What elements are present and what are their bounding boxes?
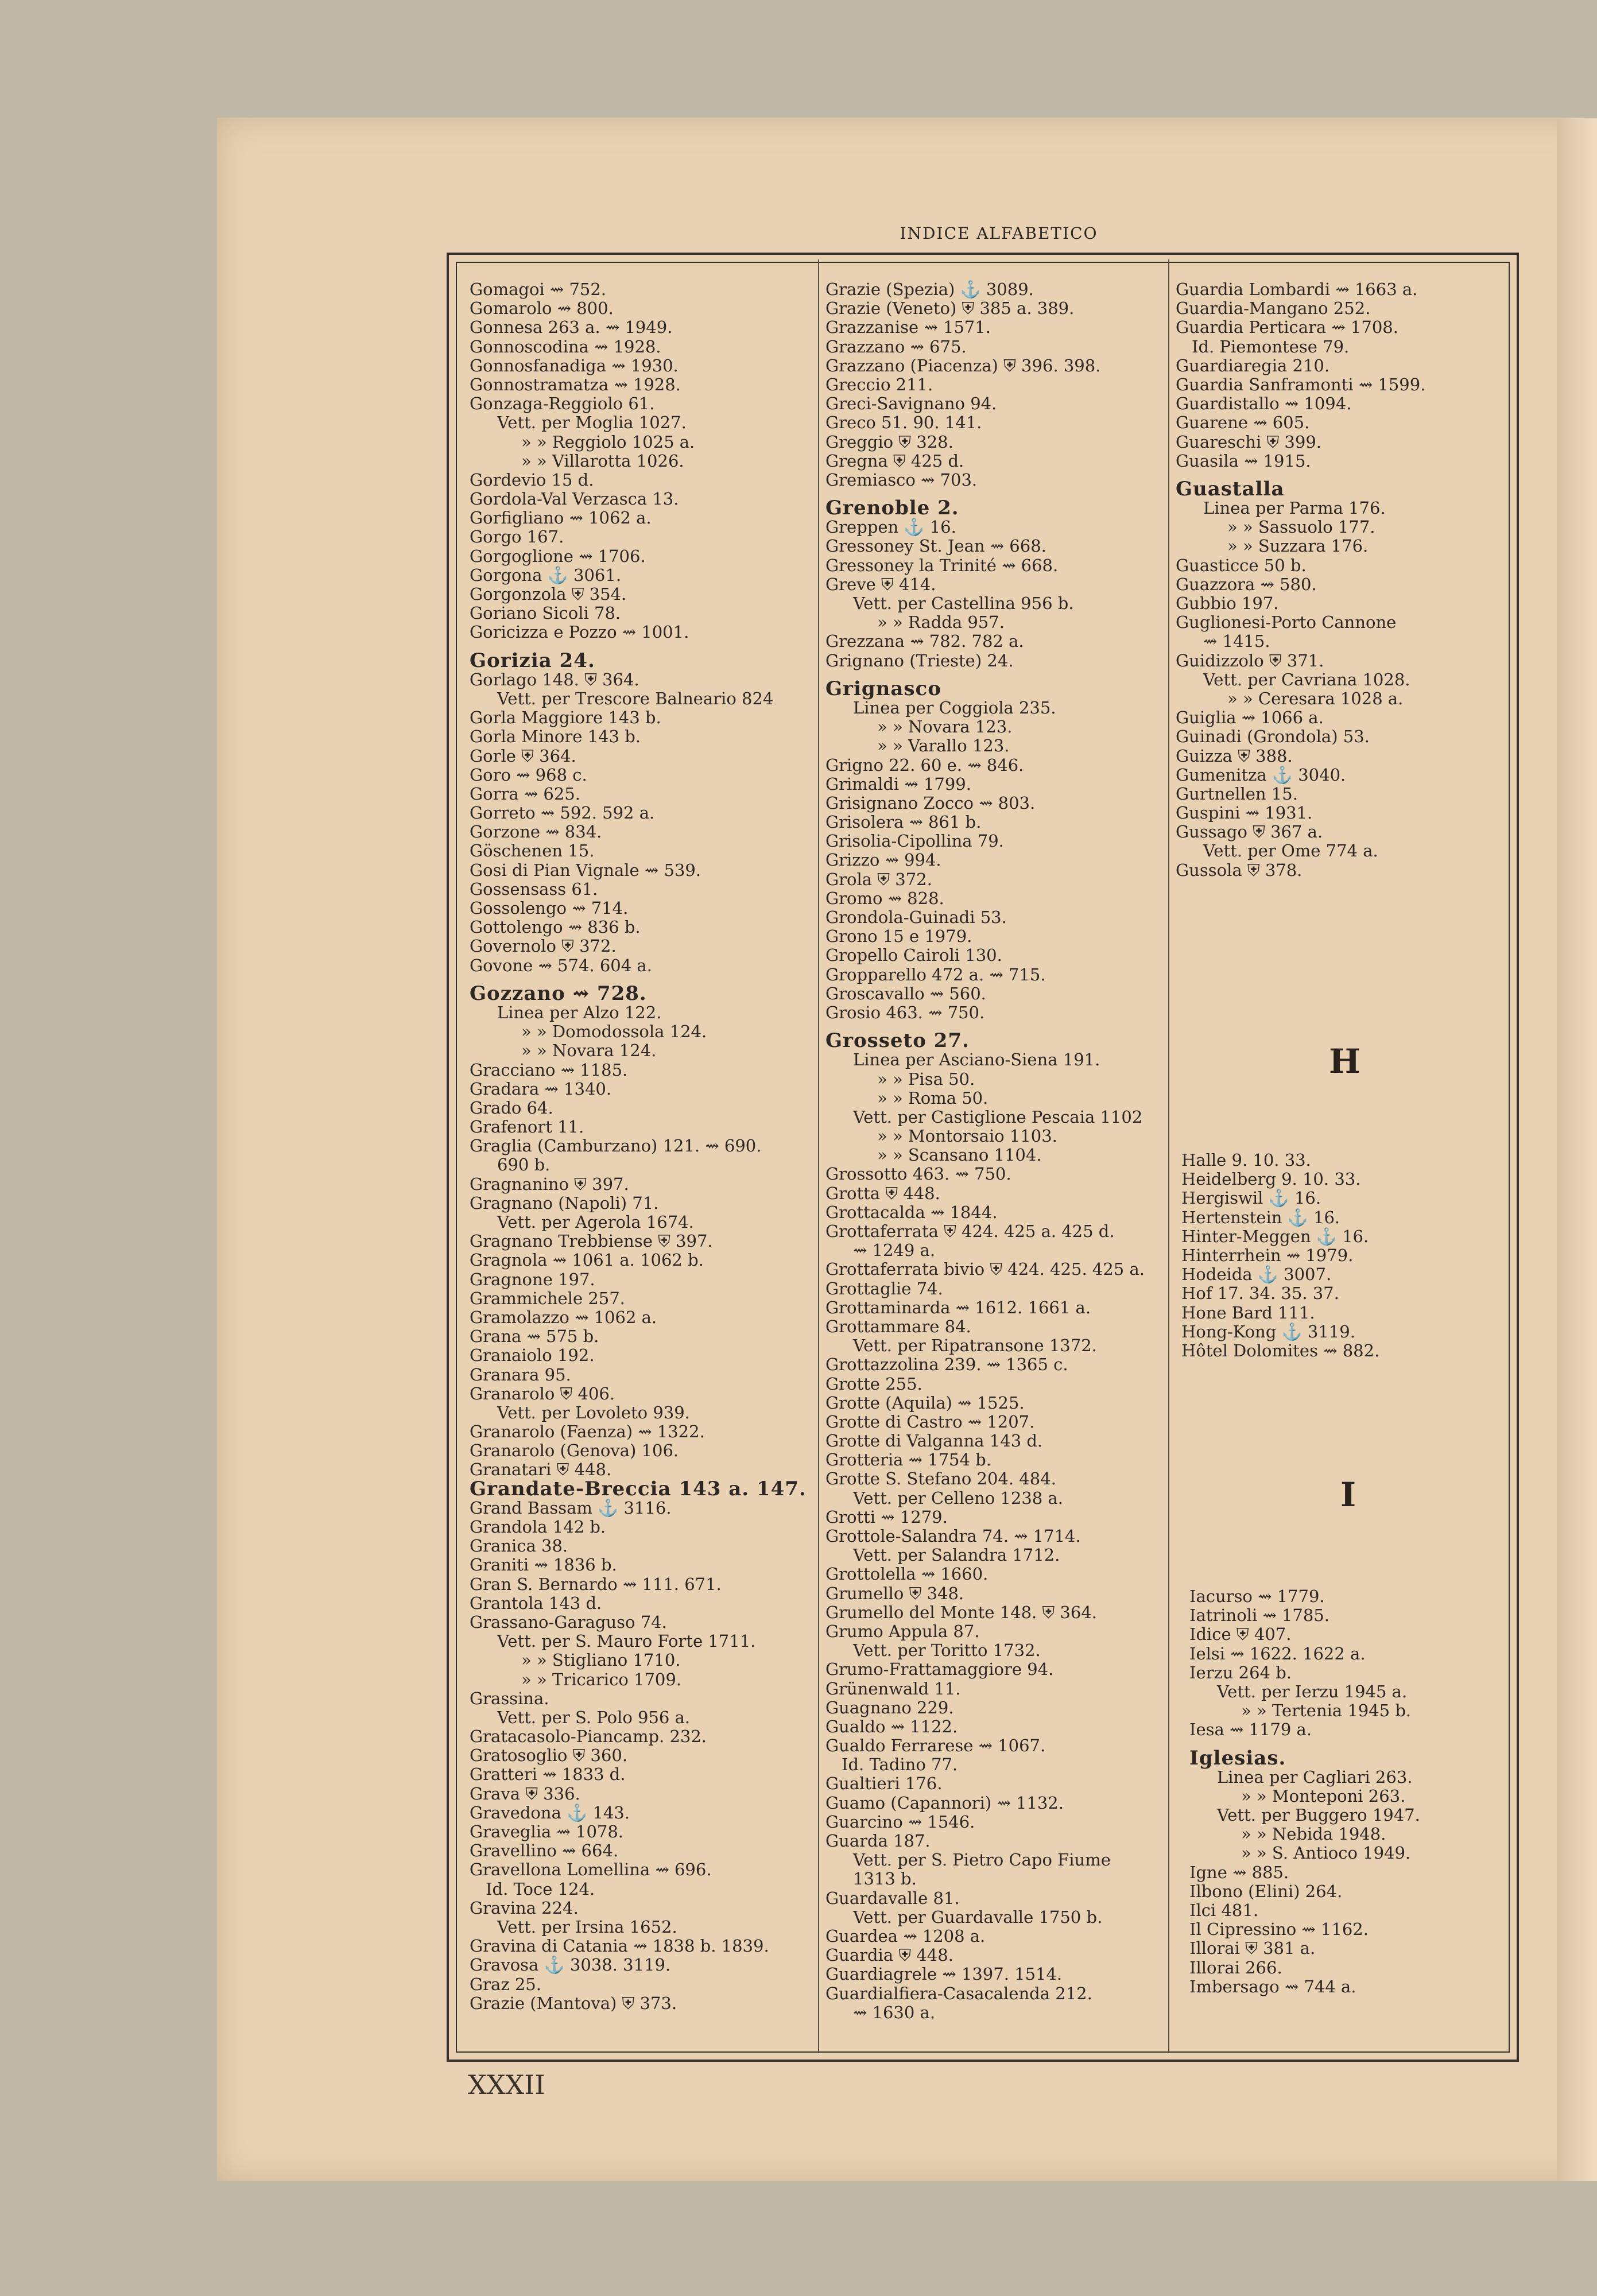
index-entry: Hof 17. 34. 35. 37. — [1181, 1283, 1339, 1304]
index-entry: Grossotto 463. ⇝ 750. — [825, 1164, 1011, 1184]
index-entry: Vett. per S. Pietro Capo Fiume — [853, 1850, 1111, 1870]
index-entry: Imbersago ⇝ 744 a. — [1189, 1976, 1356, 1996]
index-entry: Grana ⇝ 575 b. — [470, 1327, 599, 1347]
index-entry: » » Villarotta 1026. — [521, 451, 684, 471]
index-entry: Guardia ⛨ 448. — [825, 1945, 953, 1965]
index-entry: Guarcino ⇝ 1546. — [825, 1812, 975, 1832]
index-entry: ⇝ 1630 a. — [853, 2002, 936, 2022]
index-entry: » » Pisa 50. — [877, 1069, 975, 1089]
index-entry: Gordola-Val Verzasca 13. — [470, 489, 679, 509]
index-entry: » » Stigliano 1710. — [521, 1650, 681, 1670]
index-entry: Grotteria ⇝ 1754 b. — [825, 1450, 991, 1470]
index-entry: Gragnola ⇝ 1061 a. 1062 b. — [470, 1250, 704, 1270]
index-entry: Gragnone 197. — [470, 1269, 595, 1289]
index-entry: Grosio 463. ⇝ 750. — [825, 1002, 985, 1022]
index-entry: Vett. per Lovoleto 939. — [497, 1402, 690, 1422]
index-entry: Gottolengo ⇝ 836 b. — [470, 917, 641, 937]
index-entry: » » Ceresara 1028 a. — [1227, 688, 1404, 708]
index-entry: Grondola-Guinadi 53. — [825, 907, 1007, 927]
index-entry: Granarolo (Faenza) ⇝ 1322. — [470, 1422, 705, 1442]
index-entry: Gorfigliano ⇝ 1062 a. — [470, 508, 652, 528]
index-entry: Granara 95. — [470, 1364, 571, 1384]
index-entry: Grottolella ⇝ 1660. — [825, 1564, 989, 1584]
index-entry: Grotte S. Stefano 204. 484. — [825, 1469, 1056, 1489]
index-entry: » » Tricarico 1709. — [521, 1669, 682, 1689]
index-entry: Hôtel Dolomites ⇝ 882. — [1181, 1340, 1380, 1360]
index-entry: Vett. per Trescore Balneario 824 — [497, 688, 774, 708]
index-entry: Guardistallo ⇝ 1094. — [1176, 394, 1352, 414]
index-heading: Gorizia 24. — [470, 649, 595, 672]
index-entry: Vett. per Ripatransone 1372. — [853, 1336, 1097, 1356]
index-entry: Goriano Sicoli 78. — [470, 603, 621, 623]
page-number: XXXII — [468, 2069, 545, 2100]
index-entry: Grazzano ⇝ 675. — [825, 336, 967, 356]
section-letter-h: H — [1329, 1042, 1360, 1081]
index-entry: Ielsi ⇝ 1622. 1622 a. — [1189, 1643, 1366, 1663]
index-entry: Grotta ⛨ 448. — [825, 1183, 940, 1203]
index-entry: Ilci 481. — [1189, 1901, 1259, 1920]
index-entry: Illorai 266. — [1189, 1957, 1282, 1977]
index-entry: Granarolo (Genova) 106. — [470, 1441, 679, 1461]
index-entry: ⇝ 1415. — [1203, 631, 1270, 651]
index-entry: Gregna ⛨ 425 d. — [825, 451, 964, 471]
index-entry: Guarene ⇝ 605. — [1176, 413, 1310, 433]
index-entry: Guspini ⇝ 1931. — [1176, 803, 1313, 823]
index-entry: Grignano (Trieste) 24. — [825, 650, 1014, 670]
index-entry: Vett. per Cavriana 1028. — [1203, 669, 1410, 689]
index-entry: Graniti ⇝ 1836 b. — [470, 1555, 617, 1575]
index-entry: Vett. per Ierzu 1945 a. — [1217, 1681, 1408, 1701]
index-entry: Vett. per Castellina 956 b. — [853, 594, 1074, 613]
index-entry: Vett. per Salandra 1712. — [853, 1545, 1060, 1565]
index-entry: Gravellino ⇝ 664. — [470, 1841, 619, 1861]
index-entry: Grotte di Castro ⇝ 1207. — [825, 1411, 1035, 1432]
index-entry: Gomagoi ⇝ 752. — [470, 280, 607, 299]
index-entry: Guizza ⛨ 388. — [1176, 746, 1293, 766]
index-entry: » » Novara 124. — [521, 1041, 657, 1061]
index-heading: Guastalla — [1176, 477, 1285, 501]
index-entry: » » Nebida 1948. — [1241, 1824, 1386, 1844]
index-entry: Hergiswil ⚓ 16. — [1181, 1188, 1321, 1208]
index-entry: Il Cipressino ⇝ 1162. — [1189, 1919, 1369, 1940]
index-entry: Grisolera ⇝ 861 b. — [825, 812, 982, 832]
index-entry: Greci-Savignano 94. — [825, 394, 997, 414]
index-entry: Govone ⇝ 574. 604 a. — [470, 955, 652, 975]
index-entry: » » Domodossola 124. — [521, 1022, 707, 1042]
index-entry: Guagnano 229. — [825, 1697, 954, 1717]
index-entry: Grantola 143 d. — [470, 1593, 602, 1613]
index-entry: Hertenstein ⚓ 16. — [1181, 1207, 1340, 1227]
index-heading: Grignasco — [825, 677, 941, 700]
index-entry: Hinter-Meggen ⚓ 16. — [1181, 1226, 1369, 1246]
index-entry: Iesa ⇝ 1179 a. — [1189, 1720, 1312, 1740]
index-heading: Grandate-Breccia 143 a. 147. — [470, 1477, 807, 1500]
index-entry: Linea per Coggiola 235. — [853, 697, 1056, 718]
index-entry: » » Novara 123. — [877, 717, 1013, 737]
index-entry: Gosi di Pian Vignale ⇝ 539. — [470, 860, 701, 880]
index-entry: Grottaferrata ⛨ 424. 425 a. 425 d. — [825, 1221, 1115, 1241]
index-entry: Vett. per Celleno 1238 a. — [853, 1488, 1063, 1508]
index-entry: Grotte (Aquila) ⇝ 1525. — [825, 1393, 1025, 1413]
index-entry: Grand Bassam ⚓ 3116. — [470, 1498, 672, 1518]
index-entry: Grazie (Mantova) ⛨ 373. — [470, 1993, 677, 2013]
index-entry: Granica 38. — [470, 1536, 568, 1556]
index-entry: Gumenitza ⚓ 3040. — [1176, 765, 1346, 785]
index-entry: Heidelberg 9. 10. 33. — [1181, 1169, 1361, 1189]
index-entry: Grola ⛨ 372. — [825, 869, 932, 889]
index-entry: Grumo Appula 87. — [825, 1621, 980, 1641]
index-entry: Gualdo Ferrarese ⇝ 1067. — [825, 1736, 1046, 1756]
index-entry: Grafenort 11. — [470, 1117, 584, 1137]
index-entry: Guglionesi-Porto Cannone — [1176, 612, 1397, 633]
index-entry: Granatari ⛨ 448. — [470, 1460, 612, 1480]
index-entry: Gravellona Lomellina ⇝ 696. — [470, 1860, 712, 1880]
index-entry: Guardia Perticara ⇝ 1708. — [1176, 317, 1398, 338]
index-entry: Grono 15 e 1979. — [825, 926, 972, 947]
index-entry: Gressoney St. Jean ⇝ 668. — [825, 536, 1046, 556]
index-entry: Gossolengo ⇝ 714. — [470, 898, 629, 918]
index-column-1 — [470, 280, 814, 2013]
index-entry: » » Montorsaio 1103. — [877, 1126, 1057, 1146]
index-entry: Grumello del Monte 148. ⛨ 364. — [825, 1602, 1098, 1622]
index-entry: Grezzana ⇝ 782. 782 a. — [825, 631, 1024, 651]
page-header: INDICE ALFABETICO — [900, 224, 1098, 243]
index-entry: Gressoney la Trinité ⇝ 668. — [825, 555, 1059, 575]
index-entry: Vett. per Ome 774 a. — [1203, 841, 1378, 861]
index-column-3-h — [1181, 1151, 1497, 1360]
index-entry: Linea per Parma 176. — [1203, 498, 1386, 518]
index-entry: Grazie (Veneto) ⛨ 385 a. 389. — [825, 298, 1075, 319]
index-entry: Grassina. — [470, 1688, 549, 1708]
index-entry: Gussola ⛨ 378. — [1176, 860, 1303, 880]
index-entry: Grumello ⛨ 348. — [825, 1583, 964, 1603]
index-entry: Gratteri ⇝ 1833 d. — [470, 1764, 626, 1785]
index-entry: Hong-Kong ⚓ 3119. — [1181, 1321, 1355, 1341]
index-entry: Linea per Alzo 122. — [497, 1002, 662, 1022]
index-entry: Vett. per Agerola 1674. — [497, 1212, 694, 1232]
index-entry: Iatrinoli ⇝ 1785. — [1189, 1605, 1329, 1626]
index-entry: Gossensass 61. — [470, 879, 598, 899]
index-entry: » » Radda 957. — [877, 612, 1005, 633]
index-entry: Id. Piemontese 79. — [1192, 336, 1350, 356]
index-entry: » » Suzzara 176. — [1227, 536, 1369, 556]
index-heading: Grenoble 2. — [825, 497, 959, 520]
index-column-2 — [825, 280, 1170, 2022]
index-entry: Grammichele 257. — [470, 1288, 625, 1308]
index-entry: Gorlago 148. ⛨ 364. — [470, 669, 639, 689]
index-entry: Gonnesa 263 a. ⇝ 1949. — [470, 317, 673, 338]
index-entry: Grotti ⇝ 1279. — [825, 1507, 948, 1527]
index-entry: Goricizza e Pozzo ⇝ 1001. — [470, 622, 689, 642]
index-entry: Gonnostramatza ⇝ 1928. — [470, 374, 681, 394]
column-separator — [818, 259, 819, 2053]
index-entry: Hodeida ⚓ 3007. — [1181, 1265, 1332, 1285]
index-entry: Grazzano (Piacenza) ⛨ 396. 398. — [825, 355, 1101, 375]
index-entry: Gorreto ⇝ 592. 592 a. — [470, 803, 655, 823]
index-entry: Gorla Maggiore 143 b. — [470, 708, 661, 728]
index-entry: Guidizzolo ⛨ 371. — [1176, 650, 1324, 670]
index-entry: Greco 51. 90. 141. — [825, 413, 982, 433]
index-entry: Vett. per Irsina 1652. — [497, 1917, 677, 1937]
index-entry: » » Monteponi 263. — [1241, 1786, 1406, 1806]
index-entry: Grottaferrata bivio ⛨ 424. 425. 425 a. — [825, 1259, 1145, 1279]
index-entry: Gualtieri 176. — [825, 1774, 943, 1794]
index-entry: Linea per Cagliari 263. — [1217, 1767, 1413, 1787]
index-entry: Gravina di Catania ⇝ 1838 b. 1839. — [470, 1936, 769, 1956]
index-column-3-i — [1189, 1587, 1499, 1996]
index-entry: Göschenen 15. — [470, 841, 595, 861]
page-edge — [1557, 118, 1597, 2181]
index-entry: Grottaminarda ⇝ 1612. 1661 a. — [825, 1297, 1091, 1317]
index-entry: Grigno 22. 60 e. ⇝ 846. — [825, 755, 1024, 775]
index-entry: Guiglia ⇝ 1066 a. — [1176, 708, 1324, 728]
index-entry: Gorla Minore 143 b. — [470, 727, 641, 747]
index-entry: Guarda 187. — [825, 1831, 931, 1851]
index-entry: Guardia-Mangano 252. — [1176, 298, 1371, 319]
index-entry: Gravedona ⚓ 143. — [470, 1802, 630, 1822]
index-entry: Grottacalda ⇝ 1844. — [825, 1202, 998, 1222]
index-entry: Gonnosfanadiga ⇝ 1930. — [470, 355, 679, 375]
index-entry: Granarolo ⛨ 406. — [470, 1383, 615, 1403]
index-entry: Gramolazzo ⇝ 1062 a. — [470, 1307, 657, 1327]
index-entry: Gragnano Trebbiense ⛨ 397. — [470, 1231, 713, 1251]
index-entry: » » Roma 50. — [877, 1088, 989, 1108]
index-entry: Gurtnellen 15. — [1176, 784, 1298, 804]
index-entry: Igne ⇝ 885. — [1189, 1862, 1289, 1882]
index-entry: Gonnoscodina ⇝ 1928. — [470, 336, 661, 356]
index-entry: Halle 9. 10. 33. — [1181, 1150, 1311, 1170]
index-entry: Greppen ⚓ 16. — [825, 517, 956, 537]
index-entry: Guardialfiera-Casacalenda 212. — [825, 1983, 1092, 2003]
index-entry: Guardia Lombardi ⇝ 1663 a. — [1176, 280, 1418, 299]
index-entry: Grava ⛨ 336. — [470, 1783, 580, 1804]
index-entry: Groscavallo ⇝ 560. — [825, 983, 986, 1003]
index-entry: Gravina 224. — [470, 1898, 579, 1918]
index-entry: Gremiasco ⇝ 703. — [825, 470, 978, 490]
index-entry: Id. Tadino 77. — [842, 1755, 958, 1775]
index-entry: Gorgo 167. — [470, 527, 564, 547]
index-heading: Iglesias. — [1189, 1746, 1286, 1770]
index-entry: Grumo-Frattamaggiore 94. — [825, 1659, 1054, 1680]
index-entry: 1313 b. — [853, 1869, 917, 1889]
index-entry: Grazie (Spezia) ⚓ 3089. — [825, 280, 1034, 299]
index-entry: Guardiagrele ⇝ 1397. 1514. — [825, 1964, 1063, 1984]
index-entry: Vett. per Toritto 1732. — [853, 1640, 1041, 1661]
index-entry: Guazzora ⇝ 580. — [1176, 574, 1317, 594]
index-entry: Gussago ⛨ 367 a. — [1176, 822, 1323, 842]
index-entry: Iacurso ⇝ 1779. — [1189, 1587, 1325, 1606]
index-entry: Grimaldi ⇝ 1799. — [825, 774, 971, 794]
index-entry: Grassano-Garaguso 74. — [470, 1612, 667, 1632]
index-entry: Gran S. Bernardo ⇝ 111. 671. — [470, 1574, 722, 1594]
index-entry: Ierzu 264 b. — [1189, 1662, 1292, 1682]
index-entry: Greve ⛨ 414. — [825, 574, 936, 594]
index-entry: Vett. per S. Mauro Forte 1711. — [497, 1631, 756, 1651]
index-entry: Guinadi (Grondola) 53. — [1176, 727, 1370, 747]
index-entry: Grottammare 84. — [825, 1316, 971, 1336]
index-entry: Graz 25. — [470, 1974, 541, 1994]
index-entry: Grizzo ⇝ 994. — [825, 850, 941, 870]
index-entry: Governolo ⛨ 372. — [470, 936, 617, 956]
index-entry: Granaiolo 192. — [470, 1345, 595, 1366]
section-letter-i: I — [1340, 1475, 1356, 1514]
index-entry: Gragnanino ⛨ 397. — [470, 1174, 629, 1194]
index-entry: Guardia Sanframonti ⇝ 1599. — [1176, 374, 1426, 394]
index-entry: Gomarolo ⇝ 800. — [470, 298, 614, 319]
index-entry: Goro ⇝ 968 c. — [470, 765, 587, 785]
index-entry: 690 b. — [497, 1155, 551, 1175]
index-heading: Grosseto 27. — [825, 1029, 970, 1053]
index-entry: Gubbio 197. — [1176, 594, 1279, 613]
index-entry: Gradara ⇝ 1340. — [470, 1079, 612, 1099]
index-entry: » » Sassuolo 177. — [1227, 517, 1375, 537]
index-entry: Graveglia ⇝ 1078. — [470, 1822, 624, 1841]
index-entry: Graglia (Camburzano) 121. ⇝ 690. — [470, 1136, 762, 1156]
index-entry: Gropparello 472 a. ⇝ 715. — [825, 964, 1046, 984]
index-entry: Grandola 142 b. — [470, 1517, 606, 1537]
index-entry: » » Reggiolo 1025 a. — [521, 432, 695, 452]
index-entry: Grado 64. — [470, 1097, 553, 1118]
index-entry: Gratosoglio ⛨ 360. — [470, 1746, 628, 1766]
index-entry: Id. Toce 124. — [486, 1879, 595, 1899]
index-entry: Gorgonzola ⛨ 354. — [470, 584, 627, 604]
index-entry: Gualdo ⇝ 1122. — [825, 1716, 958, 1736]
index-entry: » » Varallo 123. — [877, 736, 1010, 756]
index-entry: Gorle ⛨ 364. — [470, 746, 576, 766]
index-entry: » » S. Antioco 1949. — [1241, 1843, 1411, 1863]
index-entry: Illorai ⛨ 381 a. — [1189, 1938, 1316, 1958]
index-entry: Guardea ⇝ 1208 a. — [825, 1926, 986, 1946]
index-entry: Grottazzolina 239. ⇝ 1365 c. — [825, 1355, 1068, 1375]
index-entry: » » Tertenia 1945 b. — [1241, 1701, 1412, 1721]
index-entry: Hinterrhein ⇝ 1979. — [1181, 1245, 1354, 1265]
index-entry: Grisignano Zocco ⇝ 803. — [825, 793, 1036, 813]
index-entry: Gracciano ⇝ 1185. — [470, 1060, 628, 1080]
index-entry: Idice ⛨ 407. — [1189, 1624, 1292, 1645]
index-entry: Vett. per S. Polo 956 a. — [497, 1707, 691, 1727]
index-entry: Vett. per Guardavalle 1750 b. — [853, 1907, 1103, 1927]
index-entry: Gorgona ⚓ 3061. — [470, 565, 622, 585]
index-entry: Gorra ⇝ 625. — [470, 784, 580, 804]
index-entry: Gorzone ⇝ 834. — [470, 822, 602, 842]
index-entry: Gorgoglione ⇝ 1706. — [470, 546, 646, 566]
index-entry: Linea per Asciano-Siena 191. — [853, 1050, 1100, 1070]
index-entry: Guamo (Capannori) ⇝ 1132. — [825, 1793, 1064, 1813]
index-entry: Vett. per Moglia 1027. — [497, 413, 687, 433]
index-entry: Guasticce 50 b. — [1176, 555, 1307, 575]
index-entry: Gromo ⇝ 828. — [825, 888, 944, 908]
index-entry: Vett. per Buggero 1947. — [1217, 1805, 1420, 1825]
index-column-3 — [1176, 280, 1497, 880]
index-entry: Guardavalle 81. — [825, 1888, 960, 1908]
index-entry: Gravosa ⚓ 3038. 3119. — [470, 1955, 671, 1975]
index-heading: Gozzano ⇝ 728. — [470, 982, 647, 1005]
index-entry: » » Scansano 1104. — [877, 1145, 1042, 1165]
index-entry: Guareschi ⛨ 399. — [1176, 432, 1321, 452]
index-entry: Vett. per Castiglione Pescaia 1102 — [853, 1107, 1143, 1127]
index-entry: Guardiaregia 210. — [1176, 355, 1330, 375]
index-entry: Greccio 211. — [825, 374, 933, 394]
index-entry: Grazzanise ⇝ 1571. — [825, 317, 991, 338]
index-entry: Grotte di Valganna 143 d. — [825, 1431, 1043, 1451]
index-entry: Gragnano (Napoli) 71. — [470, 1193, 659, 1213]
index-entry: Gonzaga-Reggiolo 61. — [470, 394, 655, 414]
index-entry: Grottaglie 74. — [825, 1278, 943, 1298]
index-entry: Gordevio 15 d. — [470, 470, 594, 490]
index-entry: Grünenwald 11. — [825, 1678, 961, 1698]
index-entry: Guasila ⇝ 1915. — [1176, 451, 1311, 471]
index-entry: Gropello Cairoli 130. — [825, 945, 1002, 965]
index-entry: Grotte 255. — [825, 1374, 922, 1394]
index-entry: Gratacasolo-Piancamp. 232. — [470, 1727, 707, 1747]
index-entry: Greggio ⛨ 328. — [825, 432, 953, 452]
index-entry: Grottole-Salandra 74. ⇝ 1714. — [825, 1526, 1081, 1546]
index-entry: Hone Bard 111. — [1181, 1302, 1315, 1322]
index-entry: Ilbono (Elini) 264. — [1189, 1881, 1343, 1901]
index-entry: Grisolia-Cipollina 79. — [825, 831, 1004, 851]
index-entry: ⇝ 1249 a. — [853, 1240, 936, 1261]
